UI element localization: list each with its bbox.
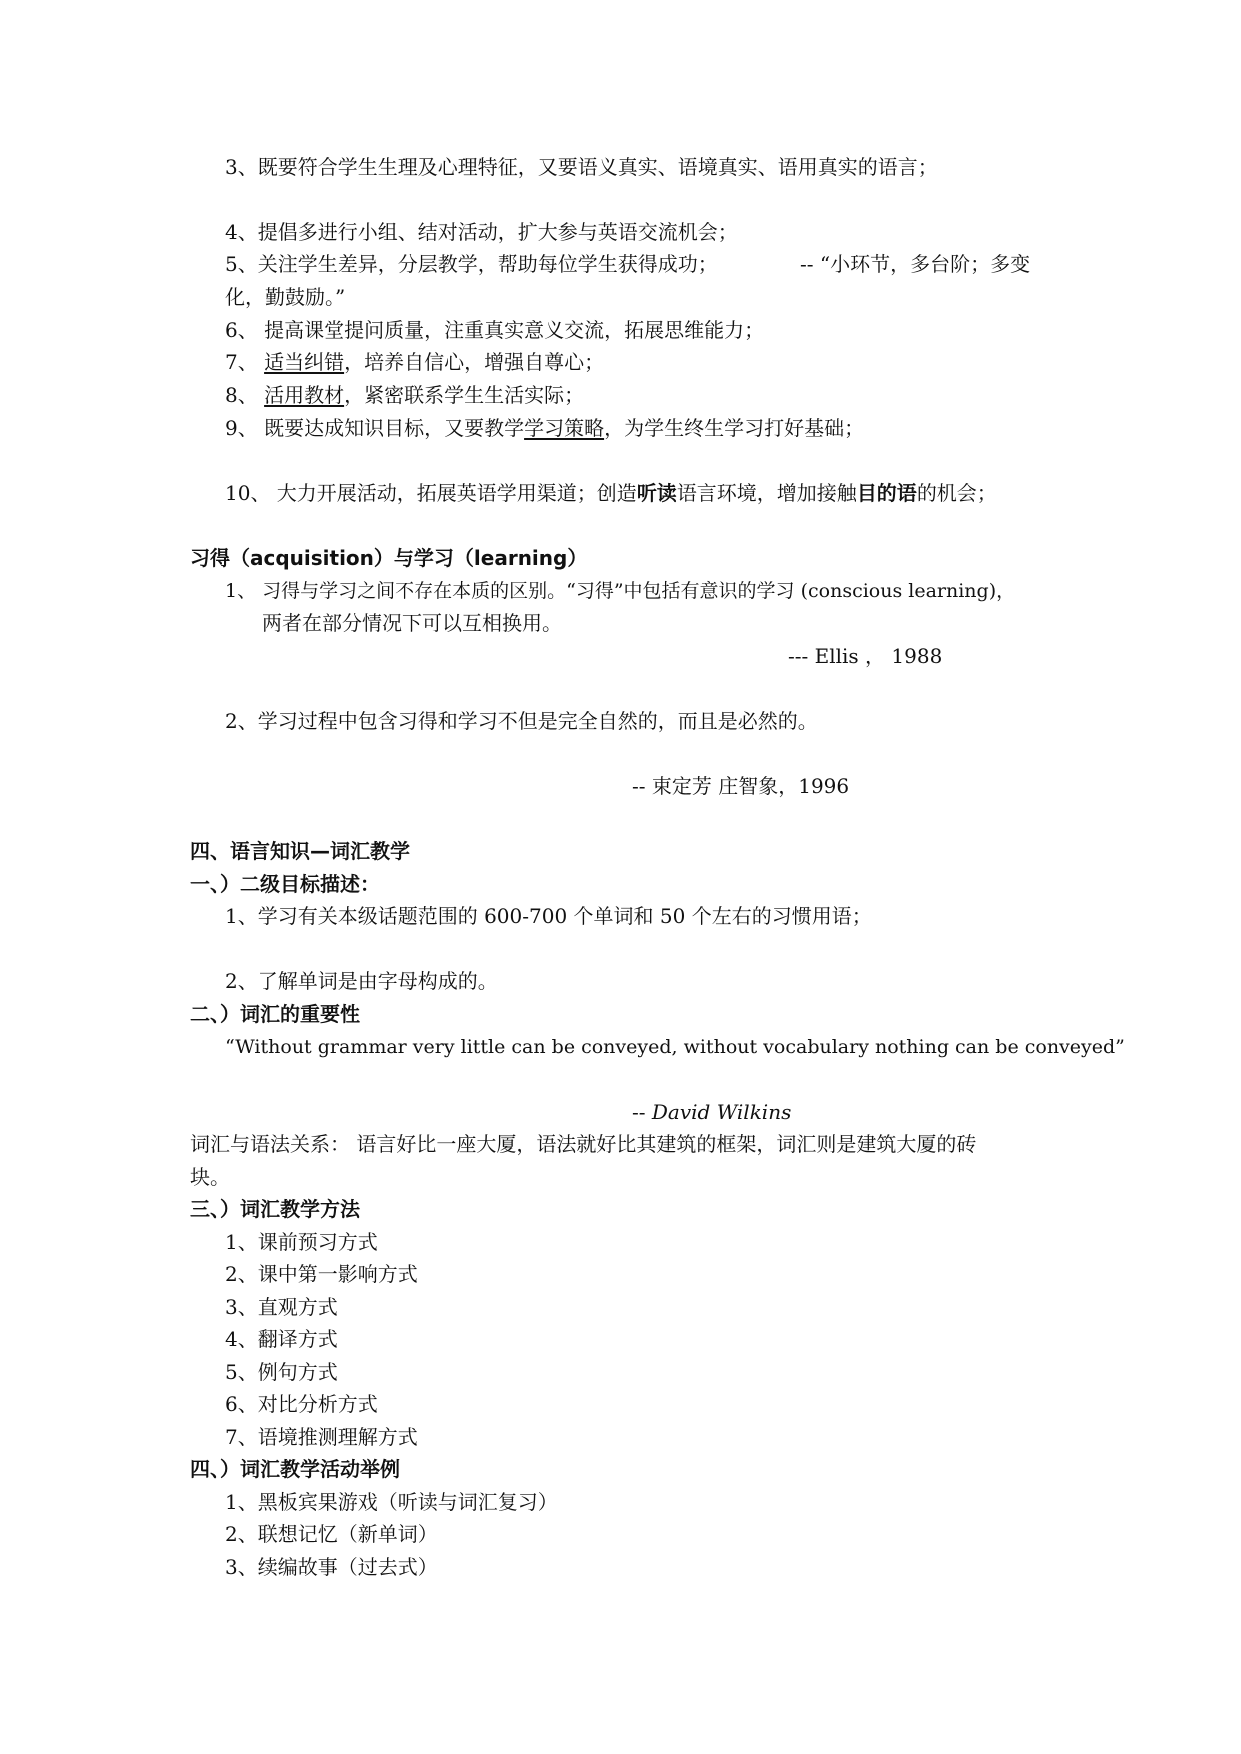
principle-10-text-a: 10、 大力开展活动，拓展英语学用渠道；创造 <box>225 481 637 505</box>
acquisition-heading: 习得（acquisition）与学习（learning） <box>190 546 588 570</box>
principle-5-note: -- “小环节，多台阶；多变 <box>800 252 1031 276</box>
principle-7-rest: ，培养自信心，增强自尊心； <box>344 350 605 374</box>
subheading-methods: 三、）词汇教学方法 <box>190 1197 360 1221</box>
wilkins-quote: “Without grammar very little can be conveyed, without vocabulary nothing can be conveyed” <box>225 1036 1125 1058</box>
acquisition-item-1: 1、 习得与学习之间不存在本质的区别。“习得”中包括有意识的学习 (conscious learning)， <box>225 580 1016 602</box>
goal-item-2: 2、了解单词是由字母构成的。 <box>225 969 498 993</box>
method-item: 6、对比分析方式 <box>225 1392 378 1416</box>
principle-8-rest: ，紧密联系学生生活实际； <box>344 383 585 407</box>
quote-author: David Wilkins <box>651 1100 792 1124</box>
section-heading-vocabulary: 四、语言知识—词汇教学 <box>190 839 410 863</box>
principle-5: 5、关注学生差异，分层教学，帮助每位学生获得成功； <box>225 252 718 276</box>
citation-ellis: --- Ellis ， 1988 <box>788 644 943 668</box>
quote-attribution <box>632 1099 791 1125</box>
acquisition-item-1-continued: 两者在部分情况下可以互相换用。 <box>262 611 562 635</box>
principle-10-text-c: 语言环境，增加接触 <box>676 481 857 505</box>
activity-item: 1、黑板宾果游戏（听读与词汇复习） <box>225 1490 558 1514</box>
principle-7-underlined: 适当纠错 <box>264 350 345 374</box>
principle-9 <box>225 415 864 441</box>
principle-10-bold-b: 目的语 <box>856 481 917 505</box>
vocab-grammar-relation: 词汇与语法关系： 语言好比一座大厦，语法就好比其建筑的框架，词汇则是建筑大厦的砖 <box>190 1132 977 1156</box>
vocab-grammar-relation-continued: 块。 <box>190 1165 230 1189</box>
activity-item: 3、续编故事（过去式） <box>225 1555 438 1579</box>
quote-attribution-prefix: -- <box>632 1100 652 1124</box>
method-item: 7、语境推测理解方式 <box>225 1425 418 1449</box>
goal-item-1: 1、学习有关本级话题范围的 600-700 个单词和 50 个左右的习惯用语； <box>225 904 872 928</box>
subheading-importance: 二、）词汇的重要性 <box>190 1002 360 1026</box>
subheading-activities: 四、）词汇教学活动举例 <box>190 1457 400 1481</box>
principle-3: 3、既要符合学生生理及心理特征，又要语义真实、语境真实、语用真实的语言； <box>225 155 938 179</box>
method-item: 1、课前预习方式 <box>225 1230 378 1254</box>
method-item: 3、直观方式 <box>225 1295 338 1319</box>
principle-9-rest: ，为学生终生学习打好基础； <box>604 416 865 440</box>
principle-10-text-d: 的机会； <box>916 481 997 505</box>
principle-9-text: 9、 既要达成知识目标，又要教学 <box>225 416 525 440</box>
principle-10-bold-a: 听读 <box>636 481 677 505</box>
acquisition-item-2: 2、学习过程中包含习得和学习不但是完全自然的，而且是必然的。 <box>225 709 818 733</box>
principle-8-underlined: 活用教材 <box>264 383 345 407</box>
activity-item: 2、联想记忆（新单词） <box>225 1522 438 1546</box>
principle-8 <box>225 382 584 408</box>
method-item: 5、例句方式 <box>225 1360 338 1384</box>
principle-10 <box>225 480 997 506</box>
subheading-level-goals: 一、）二级目标描述： <box>190 872 380 896</box>
principle-9-underlined: 学习策略 <box>524 416 605 440</box>
principle-4: 4、提倡多进行小组、结对活动，扩大参与英语交流机会； <box>225 220 738 244</box>
principle-7 <box>225 349 604 375</box>
method-item: 2、课中第一影响方式 <box>225 1262 418 1286</box>
method-item: 4、翻译方式 <box>225 1327 338 1351</box>
principle-6: 6、 提高课堂提问质量，注重真实意义交流，拓展思维能力； <box>225 318 765 342</box>
principle-5-continued: 化，勤鼓励。” <box>225 285 346 309</box>
citation-shu: -- 束定芳 庄智象，1996 <box>632 774 850 798</box>
principle-8-number: 8、 <box>225 383 265 407</box>
principle-7-number: 7、 <box>225 350 265 374</box>
